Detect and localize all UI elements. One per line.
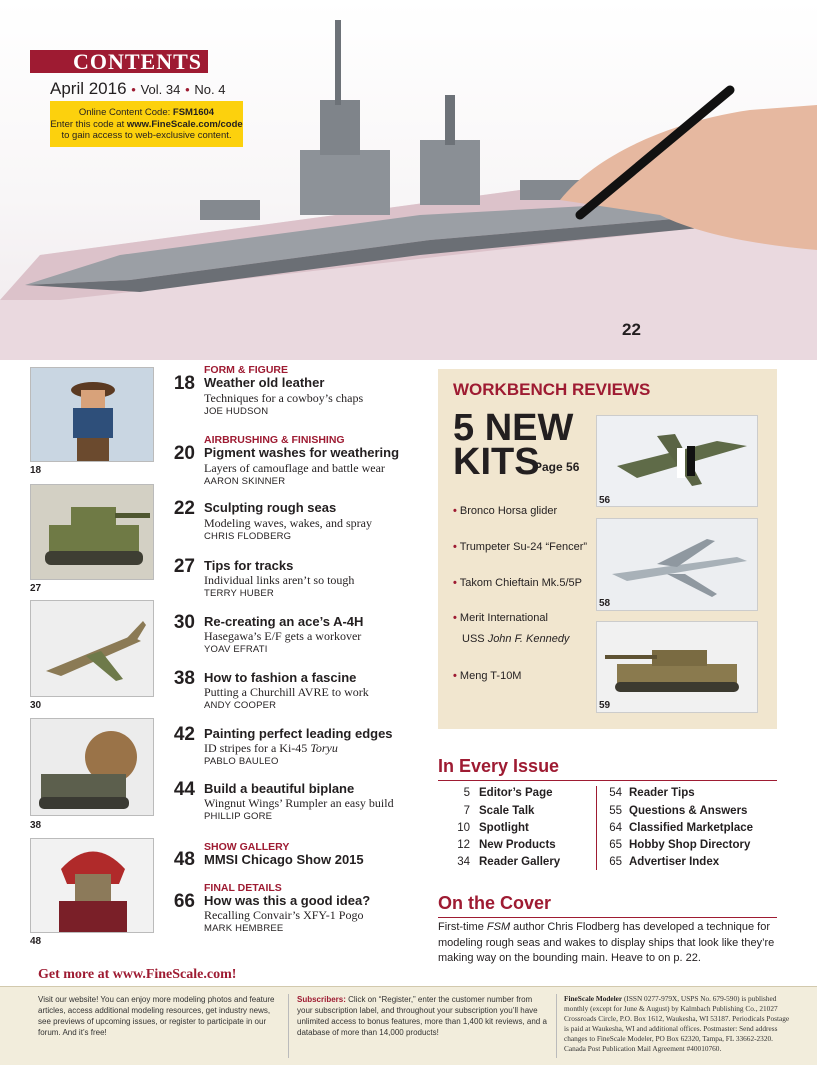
article-page: 27 xyxy=(173,556,195,577)
issue-volume: Vol. 34 xyxy=(140,82,181,97)
online-code: FSM1604 xyxy=(172,107,215,118)
article-deck xyxy=(204,741,338,756)
article-title[interactable]: Tips for tracks xyxy=(204,558,294,573)
department-label[interactable]: Classified Marketplace xyxy=(629,822,754,834)
article-author: PABLO BAULEO xyxy=(204,756,279,767)
footer-subscribers-text xyxy=(297,994,549,1038)
department-label[interactable]: Spotlight xyxy=(479,822,529,834)
publication-text: (ISSN 0277-979X, USPS No. 679-590) is published monthly (except for June & August) by Kalmbach Publishing Co., 21027 Crossroads Circle, P.O. Box 1612, Waukesha, WI 53187. Periodicals Postage is paid at Waukesha, WI and additional offices. Postmaster: Send address changes to FineScale Modeler, PO Box 62320, Tampa, FL 33662-2320. Canada Post Publication Mail Agreement #40010760. xyxy=(564,994,790,1053)
thumbnail-cowboy-figure[interactable] xyxy=(30,367,154,462)
bullet: • xyxy=(185,82,190,97)
kit-name: Bronco Horsa glider xyxy=(459,505,558,517)
footer-website-text: Visit our website! You can enjoy more modeling photos and feature articles, access additional modeling resources, get industry news, see previews of upcoming issues, or register to participate in our forum. And it’s free! xyxy=(38,995,275,1037)
code-instruction-2: to gain access to web-exclusive content. xyxy=(61,130,232,141)
footer-divider xyxy=(556,994,557,1058)
department-label[interactable]: New Products xyxy=(479,839,556,851)
kit-image-label: 58 xyxy=(599,598,611,609)
kit-name-prefix: USS xyxy=(462,633,488,645)
article-category: SHOW GALLERY xyxy=(204,841,290,853)
article-author: CHRIS FLODBERG xyxy=(204,531,292,542)
article-title[interactable]: How was this a good idea? xyxy=(204,893,371,908)
article-title[interactable]: How to fashion a fascine xyxy=(204,670,357,685)
subscribers-text: Click on “Register,” enter the customer number from your subscription label, and throughout your subscription you’ll have unlimited access to bonus features, more than 1,400 kit reviews, and a database of more than 14,000 products! xyxy=(297,995,547,1037)
kit-image-horsa-glider[interactable] xyxy=(596,415,758,507)
kit-list-item[interactable] xyxy=(453,541,587,553)
issue-info xyxy=(50,79,225,99)
kit-image-label: 59 xyxy=(599,700,611,711)
hero-page-number: 22 xyxy=(622,320,641,339)
article-category: FINAL DETAILS xyxy=(204,882,282,894)
article-author: PHILLIP GORE xyxy=(204,811,273,822)
article-page: 48 xyxy=(173,849,195,870)
kit-image-su24[interactable] xyxy=(596,518,758,611)
article-author: ANDY COOPER xyxy=(204,700,277,711)
article-deck: Wingnut Wings’ Rumpler an easy build xyxy=(204,796,394,810)
article-page: 44 xyxy=(173,779,195,800)
kit-list-item[interactable] xyxy=(453,577,582,589)
department-label[interactable]: Scale Talk xyxy=(479,805,535,817)
article-page: 66 xyxy=(173,891,195,912)
article-author: AARON SKINNER xyxy=(204,476,286,487)
column-divider xyxy=(596,786,597,870)
article-title[interactable]: Re-creating an ace’s A-4H xyxy=(204,614,364,629)
article-page: 18 xyxy=(173,373,195,394)
department-label[interactable]: Editor’s Page xyxy=(479,787,553,799)
article-deck-italic: Toryu xyxy=(310,741,338,755)
article-page: 20 xyxy=(173,443,195,464)
website-promo-link[interactable]: Get more at www.FineScale.com! xyxy=(38,967,237,982)
article-deck: Recalling Convair’s XFY-1 Pogo xyxy=(204,908,364,922)
bullet: • xyxy=(453,505,457,517)
online-code-box xyxy=(50,101,243,147)
department-label[interactable]: Advertiser Index xyxy=(629,856,720,868)
department-page: 34 xyxy=(457,856,470,868)
kit-image-label: 56 xyxy=(599,495,611,506)
thumbnail-churchill-avre[interactable] xyxy=(30,718,154,816)
kit-image-t10m[interactable] xyxy=(596,621,758,713)
article-category: AIRBRUSHING & FINISHING xyxy=(204,434,345,446)
footer-divider xyxy=(288,994,289,1058)
article-page: 38 xyxy=(173,668,195,689)
thumbnail-gladiator-bust[interactable] xyxy=(30,838,154,933)
article-page: 30 xyxy=(173,612,195,633)
code-instruction: Enter this code at xyxy=(50,118,127,130)
kit-list-item[interactable] xyxy=(453,670,521,682)
department-page: 65 xyxy=(609,839,622,851)
department-page: 12 xyxy=(457,839,470,851)
department-label[interactable]: Hobby Shop Directory xyxy=(629,839,751,851)
publication-name: FineScale Modeler xyxy=(564,994,623,1003)
workbench-headline-1: 5 NEW xyxy=(453,407,574,449)
article-deck: Layers of camouflage and battle wear xyxy=(204,461,385,475)
department-page: 55 xyxy=(609,805,622,817)
article-page: 22 xyxy=(173,498,195,519)
divider xyxy=(438,917,777,918)
workbench-page[interactable]: Page 56 xyxy=(534,460,580,474)
article-title[interactable]: Sculpting rough seas xyxy=(204,500,337,515)
department-label[interactable]: Reader Gallery xyxy=(479,856,561,868)
thumbnail-label: 48 xyxy=(30,936,42,947)
cover-text: First-time xyxy=(438,921,487,933)
article-author: MARK HEMBREE xyxy=(204,923,284,934)
department-page: 64 xyxy=(609,822,622,834)
kit-name: Meng T-10M xyxy=(459,670,522,682)
kit-name: Takom Chieftain Mk.5/5P xyxy=(459,577,582,589)
article-author: TERRY HUBER xyxy=(204,588,274,599)
article-author: JOE HUDSON xyxy=(204,406,269,417)
department-page: 54 xyxy=(609,787,622,799)
kit-name: Merit International xyxy=(459,612,548,624)
thumbnail-tank[interactable] xyxy=(30,484,154,580)
article-deck: Modeling waves, wakes, and spray xyxy=(204,516,372,530)
every-issue-title: In Every Issue xyxy=(438,756,560,776)
kit-list-item[interactable] xyxy=(453,612,548,624)
issue-number: No. 4 xyxy=(194,82,226,97)
department-page: 10 xyxy=(457,822,470,834)
department-page: 65 xyxy=(609,856,622,868)
section-title: CONTENTS xyxy=(30,50,208,73)
kit-name-italic: John F. Kennedy xyxy=(487,633,570,645)
kit-list-item[interactable] xyxy=(453,505,557,517)
kit-name-line2 xyxy=(462,633,569,645)
kit-name: Trumpeter Su-24 “Fencer” xyxy=(459,541,588,553)
department-page: 7 xyxy=(463,805,470,817)
bullet: • xyxy=(453,612,457,624)
subscribers-label: Subscribers: xyxy=(297,995,346,1004)
thumbnail-label: 27 xyxy=(30,583,42,594)
code-url-link[interactable]: www.FineScale.com/code xyxy=(126,118,243,130)
cover-description xyxy=(438,920,788,967)
article-deck: Techniques for a cowboy’s chaps xyxy=(204,391,364,405)
article-title[interactable]: MMSI Chicago Show 2015 xyxy=(204,852,364,867)
bullet: • xyxy=(453,670,457,682)
article-title[interactable]: Build a beautiful biplane xyxy=(204,781,355,796)
thumbnail-label: 18 xyxy=(30,465,42,476)
article-deck-text: ID stripes for a Ki-45 xyxy=(204,741,311,755)
workbench-headline-2: KITS xyxy=(453,441,540,483)
code-label: Online Content Code: xyxy=(78,107,173,118)
thumbnail-jet[interactable] xyxy=(30,600,154,697)
workbench-title: WORKBENCH REVIEWS xyxy=(453,380,651,399)
article-deck: Hasegawa’s E/F gets a workover xyxy=(204,629,362,643)
issue-date: April 2016 xyxy=(50,79,127,98)
bullet: • xyxy=(453,577,457,589)
thumbnail-label: 38 xyxy=(30,820,42,831)
thumbnail-label: 30 xyxy=(30,700,42,711)
article-page: 42 xyxy=(173,724,195,745)
department-label[interactable]: Questions & Answers xyxy=(629,805,748,817)
bullet: • xyxy=(131,82,136,97)
article-deck: Putting a Churchill AVRE to work xyxy=(204,685,369,699)
cover-text-italic: FSM xyxy=(486,921,511,933)
article-title[interactable]: Pigment washes for weathering xyxy=(204,445,400,460)
cover-text: author Chris Flodberg has developed a technique for modeling rough seas and wakes to display ships that look like they’re making way on the bounding main. Heave to on p. 22. xyxy=(438,921,775,964)
article-author: YOAV EFRATI xyxy=(204,644,268,655)
footer-publication-info xyxy=(564,994,790,1054)
divider xyxy=(438,780,777,781)
department-label[interactable]: Reader Tips xyxy=(629,787,695,799)
bullet: • xyxy=(453,541,457,553)
cover-title: On the Cover xyxy=(438,893,552,913)
article-title[interactable]: Weather old leather xyxy=(204,375,325,390)
article-category: FORM & FIGURE xyxy=(204,364,288,376)
article-deck: Individual links aren’t so tough xyxy=(204,573,355,587)
article-title[interactable]: Painting perfect leading edges xyxy=(204,726,393,741)
department-page: 5 xyxy=(463,787,470,799)
